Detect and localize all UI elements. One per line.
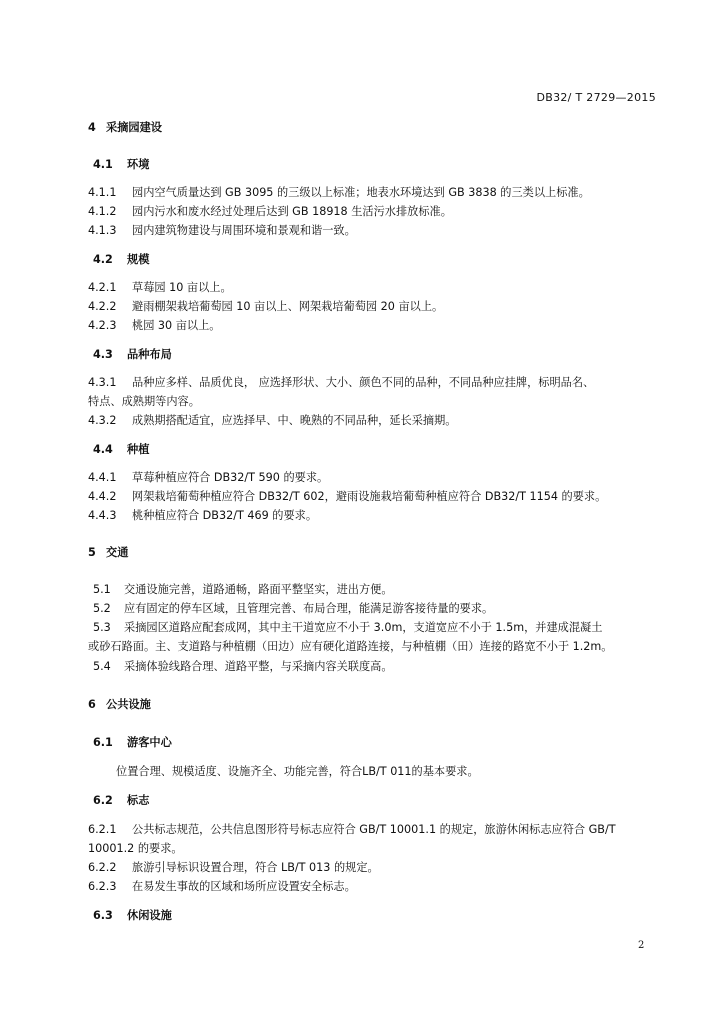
clause-text: 避雨棚架栽培葡萄园 10 亩以上、网架栽培葡萄园 20 亩以上。 (132, 300, 444, 313)
clause-text: 特点、成熟期等内容。 (88, 395, 200, 408)
section-title: 种植 (127, 443, 150, 456)
section-number: 4.2 (93, 253, 113, 266)
page-number: 2 (638, 940, 645, 951)
clause-number: 4.3.1 (88, 376, 117, 389)
clause-number: 4.4.1 (88, 471, 117, 484)
section-number: 6.2 (93, 794, 113, 807)
clause-text: 采摘园区道路应配套成网，其中主干道宽应不小于 3.0m，支道宽应不小于 1.5m，并建成混凝土 (124, 621, 603, 634)
section-number: 6.1 (93, 736, 113, 749)
section-number: 4.4 (93, 443, 113, 456)
clause-text: 旅游引导标识设置合理，符合 LB/T 013 的规定。 (132, 861, 379, 874)
clause-text: 草莓种植应符合 DB32/T 590 的要求。 (132, 471, 329, 484)
clause-text: 公共标志规范，公共信息图形符号标志应符合 GB/T 10001.1 的规定，旅游休闲标志应符合 GB/T (132, 823, 616, 836)
clause-text: 园内空气质量达到 GB 3095 的三级以上标准；地表水环境达到 GB 3838 的三类以上标准。 (132, 186, 590, 199)
section-title: 采摘园建设 (106, 121, 162, 134)
clause-number: 5.4 (93, 660, 111, 673)
clause-text: 或砂石路面。主、支道路与种植棚（田边）应有硬化道路连接，与种植棚（田）连接的路宽不小于 1.2m。 (88, 640, 613, 653)
section-title: 休闲设施 (127, 909, 172, 922)
section-title: 交通 (106, 546, 129, 559)
clause-number: 4.4.2 (88, 490, 117, 503)
section-title: 环境 (127, 158, 150, 171)
clause-number: 4.1.3 (88, 224, 117, 237)
section-title: 公共设施 (106, 698, 151, 711)
clause-number: 4.4.3 (88, 509, 117, 522)
clause-text: 园内建筑物建设与周围环境和景观和谐一致。 (132, 224, 356, 237)
paragraph-text: 位置合理、规模适度、设施齐全、功能完善，符合LB/T 011的基本要求。 (116, 765, 479, 778)
section-number: 4.3 (93, 348, 113, 361)
clause-text: 交通设施完善，道路通畅，路面平整坚实，进出方便。 (124, 583, 393, 596)
clause-number: 6.2.1 (88, 823, 117, 836)
clause-text: 成熟期搭配适宜，应选择早、中、晚熟的不同品种，延长采摘期。 (132, 414, 457, 427)
section-title: 品种布局 (127, 348, 172, 361)
clause-text: 采摘体验线路合理、道路平整，与采摘内容关联度高。 (124, 660, 393, 673)
clause-number: 5.1 (93, 583, 111, 596)
section-number: 5 (88, 546, 96, 559)
section-number: 4.1 (93, 158, 113, 171)
clause-number: 4.3.2 (88, 414, 117, 427)
section-number: 6.3 (93, 909, 113, 922)
clause-number: 4.1.1 (88, 186, 117, 199)
section-number: 4 (88, 121, 96, 134)
section-number: 6 (88, 698, 96, 711)
clause-text: 草莓园 10 亩以上。 (132, 281, 232, 294)
standard-code: DB32/ T 2729—2015 (536, 91, 656, 104)
clause-text: 应有固定的停车区域，且管理完善、布局合理，能满足游客接待量的要求。 (124, 602, 494, 615)
clause-text: 桃园 30 亩以上。 (132, 319, 221, 332)
clause-number: 4.2.1 (88, 281, 117, 294)
clause-text: 桃种植应符合 DB32/T 469 的要求。 (132, 509, 318, 522)
section-title: 游客中心 (127, 736, 172, 749)
clause-number: 5.3 (93, 621, 111, 634)
clause-text: 园内污水和废水经过处理后达到 GB 18918 生活污水排放标准。 (132, 205, 452, 218)
section-title: 标志 (127, 794, 150, 807)
clause-number: 4.2.3 (88, 319, 117, 332)
clause-number: 6.2.2 (88, 861, 117, 874)
clause-number: 4.1.2 (88, 205, 117, 218)
clause-text: 品种应多样、品质优良， 应选择形状、大小、颜色不同的品种，不同品种应挂牌，标明品名、 (132, 376, 595, 389)
clause-number: 5.2 (93, 602, 111, 615)
section-title: 规模 (127, 253, 150, 266)
clause-number: 4.2.2 (88, 300, 117, 313)
clause-number: 6.2.3 (88, 880, 117, 893)
clause-text: 10001.2 的要求。 (88, 842, 183, 855)
clause-text: 网架栽培葡萄种植应符合 DB32/T 602，避雨设施栽培葡萄种植应符合 DB32/T 1154 的要求。 (132, 490, 607, 503)
clause-text: 在易发生事故的区域和场所应设置安全标志。 (132, 880, 356, 893)
